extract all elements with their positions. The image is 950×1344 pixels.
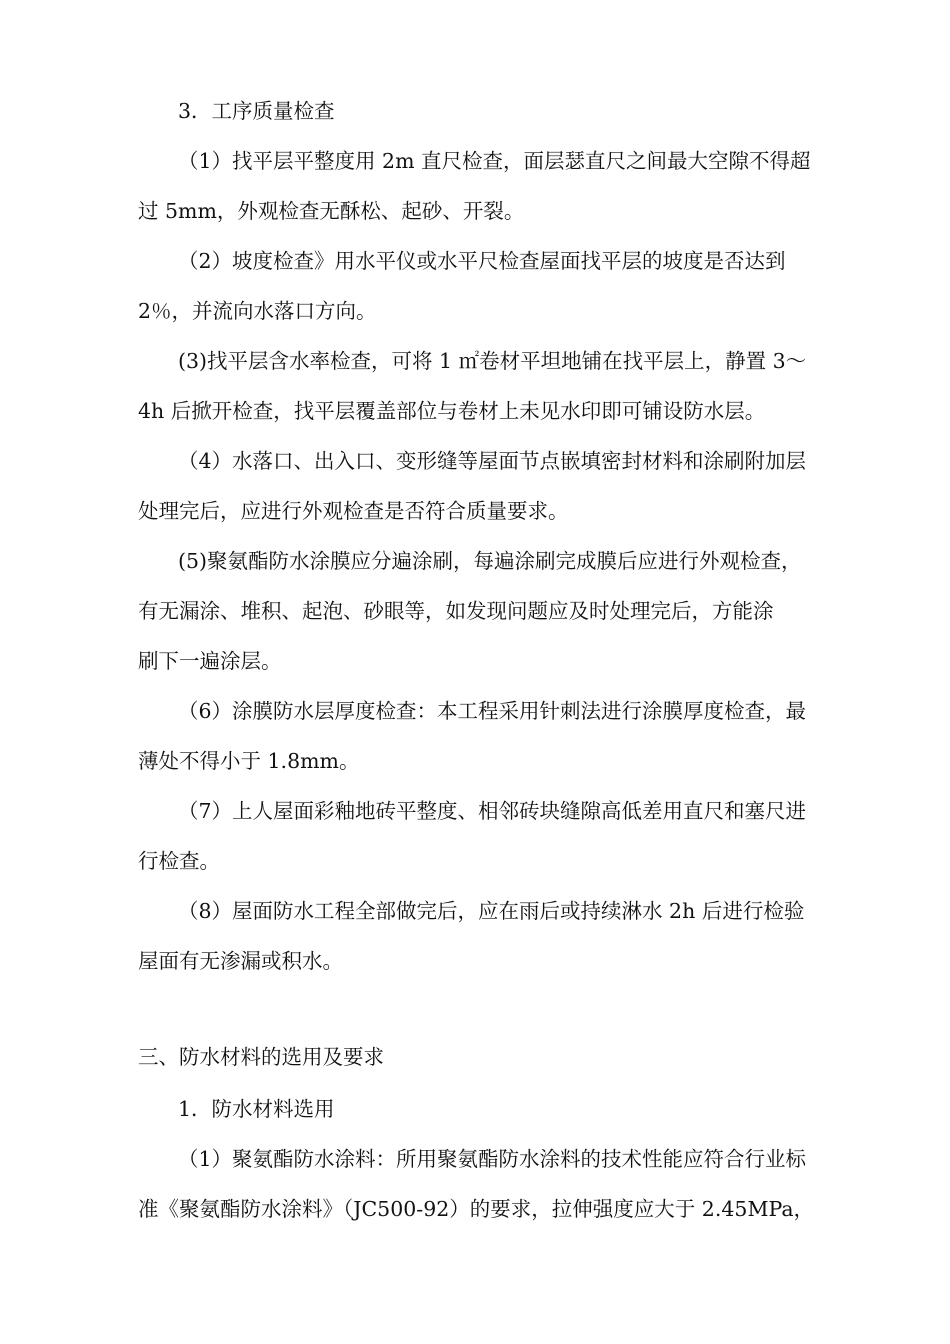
section-heading: 3．工序质量检查 [178,99,335,123]
paragraph-line: （2）坡度检查》用水平仪或水平尺检查屋面找平层的坡度是否达到 [178,249,786,273]
paragraph-line: 过 5mm，外观检查无酥松、起砂、开裂。 [138,199,525,223]
paragraph-line: 处理完后，应进行外观检查是否符合质量要求。 [138,499,569,523]
paragraph-line: （7）上人屋面彩釉地砖平整度、相邻砖块缝隙高低差用直尺和塞尺进 [178,799,807,823]
paragraph-line: （8）屋面防水工程全部做完后，应在雨后或持续淋水 2h 后进行检验 [178,899,805,923]
paragraph-line: 4h 后掀开检查，找平层覆盖部位与卷材上未见水印即可铺设防水层。 [138,399,766,423]
paragraph-line: (5)聚氨酯防水涂膜应分遍涂刷，每遍涂刷完成膜后应进行外观检查， [178,549,802,573]
paragraph-line: （1）找平层平整度用 2m 直尺检查，面层瑟直尺之间最大空隙不得超 [178,149,811,173]
paragraph-line: 薄处不得小于 1.8mm。 [138,749,360,773]
subsection-heading: 1．防水材料选用 [178,1097,335,1121]
paragraph-line: 屋面有无渗漏或积水。 [138,949,343,973]
paragraph-line: (3)找平层含水率检查，可将 1 ㎡卷材平坦地铺在找平层上，静置 3～ [178,349,807,373]
paragraph-line: （1）聚氨酯防水涂料：所用聚氨酯防水涂料的技术性能应符合行业标 [178,1147,807,1171]
paragraph-line: 有无漏涂、堆积、起泡、砂眼等，如发现问题应及时处理完后，方能涂 [138,599,774,623]
paragraph-line: 2％，并流向水落口方向。 [138,299,377,323]
paragraph-line: 行检查。 [138,849,220,873]
paragraph-line: （4）水落口、出入口、变形缝等屋面节点嵌填密封材料和涂刷附加层 [178,449,807,473]
paragraph-line: （6）涂膜防水层厚度检查：本工程采用针刺法进行涂膜厚度检查，最 [178,699,807,723]
paragraph-line: 刷下一遍涂层。 [138,649,282,673]
chapter-heading: 三、防水材料的选用及要求 [138,1045,384,1069]
paragraph-line: 准《聚氨酯防水涂料》（JC500-92）的要求，拉伸强度应大于 2.45MPa， [138,1197,815,1221]
